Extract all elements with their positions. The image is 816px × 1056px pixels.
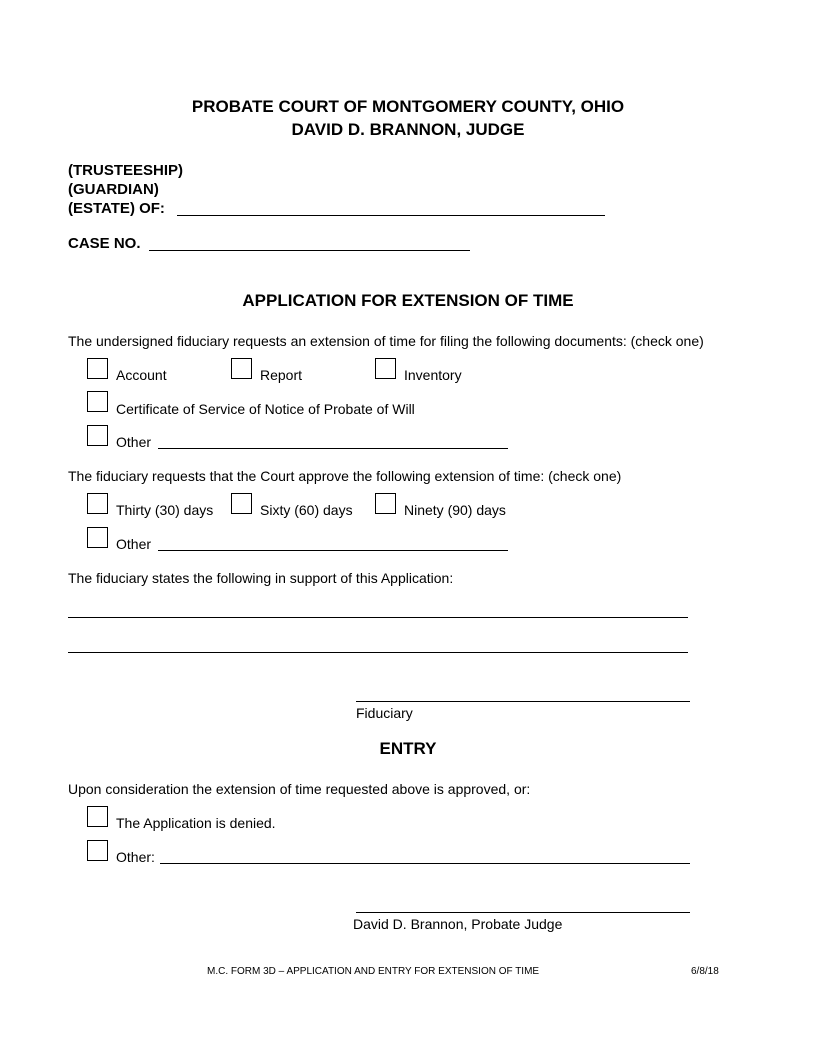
estate-name-field[interactable] (177, 215, 605, 216)
judge-signature-label: David D. Brannon, Probate Judge (353, 916, 563, 932)
report-label: Report (260, 367, 303, 383)
support-line-1[interactable] (68, 617, 688, 618)
caption-guardian: (GUARDIAN) (68, 181, 159, 198)
sixty-days-label: Sixty (60) days (260, 502, 353, 518)
entry-other-label: Other: (116, 849, 155, 865)
document-other-checkbox[interactable] (87, 425, 108, 446)
certificate-checkbox[interactable] (87, 391, 108, 412)
sixty-days-checkbox[interactable] (231, 493, 252, 514)
account-label: Account (116, 367, 167, 383)
documents-intro: The undersigned fiduciary requests an extension of time for filing the following documents: (check one) (68, 333, 704, 349)
inventory-checkbox[interactable] (375, 358, 396, 379)
support-intro: The fiduciary states the following in support of this Application: (68, 570, 454, 586)
denied-checkbox[interactable] (87, 806, 108, 827)
entry-intro: Upon consideration the extension of time requested above is approved, or: (68, 781, 531, 797)
denied-label: The Application is denied. (116, 815, 276, 831)
account-checkbox[interactable] (87, 358, 108, 379)
ninety-days-label: Ninety (90) days (404, 502, 506, 518)
case-no-label: CASE NO. (68, 235, 141, 252)
case-no-field[interactable] (149, 250, 470, 251)
document-other-field[interactable] (158, 448, 508, 449)
form-title: APPLICATION FOR EXTENSION OF TIME (242, 291, 574, 310)
extension-intro: The fiduciary requests that the Court approve the following extension of time: (check one) (68, 468, 622, 484)
caption-trusteeship: (TRUSTEESHIP) (68, 162, 184, 179)
inventory-label: Inventory (404, 367, 462, 383)
fiduciary-signature-line[interactable] (356, 701, 690, 702)
extension-other-checkbox[interactable] (87, 527, 108, 548)
judge-name: DAVID D. BRANNON, JUDGE (291, 120, 525, 139)
extension-other-label: Other (116, 536, 152, 552)
extension-other-field[interactable] (158, 550, 508, 551)
footer-form-name: M.C. FORM 3D – APPLICATION AND ENTRY FOR EXTENSION OF TIME (207, 966, 540, 977)
support-line-2[interactable] (68, 652, 688, 653)
certificate-label: Certificate of Service of Notice of Probate of Will (116, 401, 415, 417)
report-checkbox[interactable] (231, 358, 252, 379)
thirty-days-checkbox[interactable] (87, 493, 108, 514)
entry-other-field[interactable] (160, 863, 690, 864)
judge-signature-line[interactable] (356, 912, 690, 913)
ninety-days-checkbox[interactable] (375, 493, 396, 514)
caption-estate-label: (ESTATE) OF: (68, 200, 165, 217)
thirty-days-label: Thirty (30) days (116, 502, 214, 518)
entry-title: ENTRY (379, 739, 437, 758)
entry-other-checkbox[interactable] (87, 840, 108, 861)
fiduciary-label: Fiduciary (356, 705, 413, 721)
court-name: PROBATE COURT OF MONTGOMERY COUNTY, OHIO (191, 97, 625, 116)
footer-date: 6/8/18 (691, 966, 719, 977)
document-other-label: Other (116, 434, 152, 450)
